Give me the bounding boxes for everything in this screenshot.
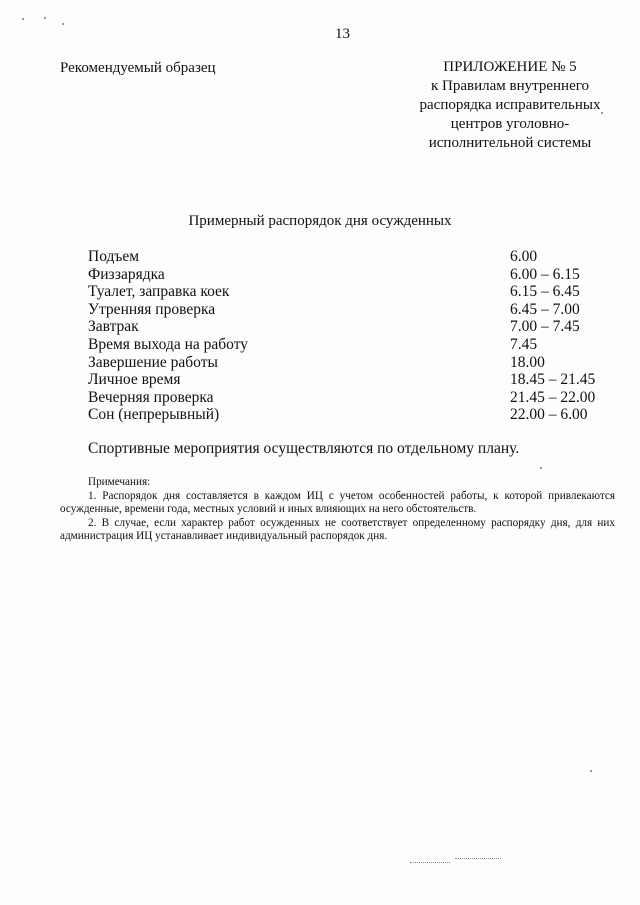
- appendix-line: исполнительной системы: [428, 135, 592, 151]
- schedule-activity: Завтрак: [88, 318, 139, 336]
- appendix-line: распорядка исправительных: [419, 97, 601, 113]
- schedule-time: 6.00: [510, 248, 538, 265]
- sports-note: Спортивные мероприятия осуществляются по отдельному плану.: [88, 440, 520, 457]
- schedule-row: [88, 371, 618, 389]
- schedule-time: 18.45 – 21.45: [510, 371, 596, 389]
- note-item: 1. Распорядок дня составляется в каждом ИЦ с учетом особенностей работы, к которой привлекаются осужденные, времени года, местных условий и иных влияющих на него обстоятельств.: [60, 489, 615, 516]
- schedule-row: [88, 301, 618, 319]
- schedule-time: 18.00: [510, 353, 545, 371]
- schedule-row: [88, 354, 618, 372]
- schedule-time: 7.00 – 7.45: [510, 318, 580, 336]
- scan-scribble: [455, 858, 501, 859]
- schedule-activity: Туалет, заправка коек: [88, 283, 230, 301]
- scan-speck: [540, 467, 542, 469]
- schedule-time: 7.45: [510, 335, 538, 353]
- schedule-row: [88, 406, 618, 424]
- page-number: 13: [335, 26, 350, 42]
- schedule-time: 22.00 – 6.00: [510, 406, 588, 424]
- schedule-time: 21.45 – 22.00: [510, 388, 596, 406]
- schedule-time: 6.45 – 7.00: [510, 300, 580, 318]
- schedule-activity: Личное время: [88, 371, 181, 389]
- schedule-row: [88, 266, 618, 284]
- appendix-line: к Правилам внутреннего: [430, 78, 590, 94]
- schedule-row: [88, 336, 618, 354]
- scan-speck: [22, 18, 24, 20]
- schedule-activity: Утренняя проверка: [88, 300, 216, 318]
- schedule-table: [88, 248, 618, 424]
- schedule-time: 6.15 – 6.45: [510, 283, 580, 301]
- appendix-line: центров уголовно-: [450, 116, 570, 132]
- schedule-activity: Вечерняя проверка: [88, 388, 214, 406]
- scan-speck: [62, 23, 64, 25]
- schedule-activity: Время выхода на работу: [88, 335, 249, 353]
- scan-speck: [44, 17, 46, 19]
- scan-speck: [601, 112, 603, 114]
- document-title: Примерный распорядок дня осужденных: [188, 213, 452, 229]
- note-item: 2. В случае, если характер работ осужденных не соответствует определенному распорядку дня, для них администрация ИЦ устанавливает индивидуальный распорядок дня.: [60, 516, 615, 543]
- recommended-sample-label: Рекомендуемый образец: [60, 60, 216, 76]
- schedule-row: [88, 389, 618, 407]
- schedule-row: [88, 248, 618, 266]
- notes-section: [60, 476, 615, 544]
- notes-heading: Примечания:: [88, 476, 151, 488]
- schedule-activity: Физзарядка: [88, 265, 165, 283]
- scan-speck: [590, 770, 592, 772]
- schedule-row: [88, 283, 618, 301]
- schedule-activity: Подъем: [88, 248, 140, 265]
- scan-scribble: [410, 862, 450, 863]
- schedule-activity: Завершение работы: [88, 353, 218, 371]
- schedule-row: [88, 318, 618, 336]
- appendix-block: [415, 58, 605, 153]
- appendix-line: ПРИЛОЖЕНИЕ № 5: [443, 59, 577, 75]
- schedule-time: 6.00 – 6.15: [510, 265, 580, 283]
- schedule-activity: Сон (непрерывный): [88, 406, 220, 424]
